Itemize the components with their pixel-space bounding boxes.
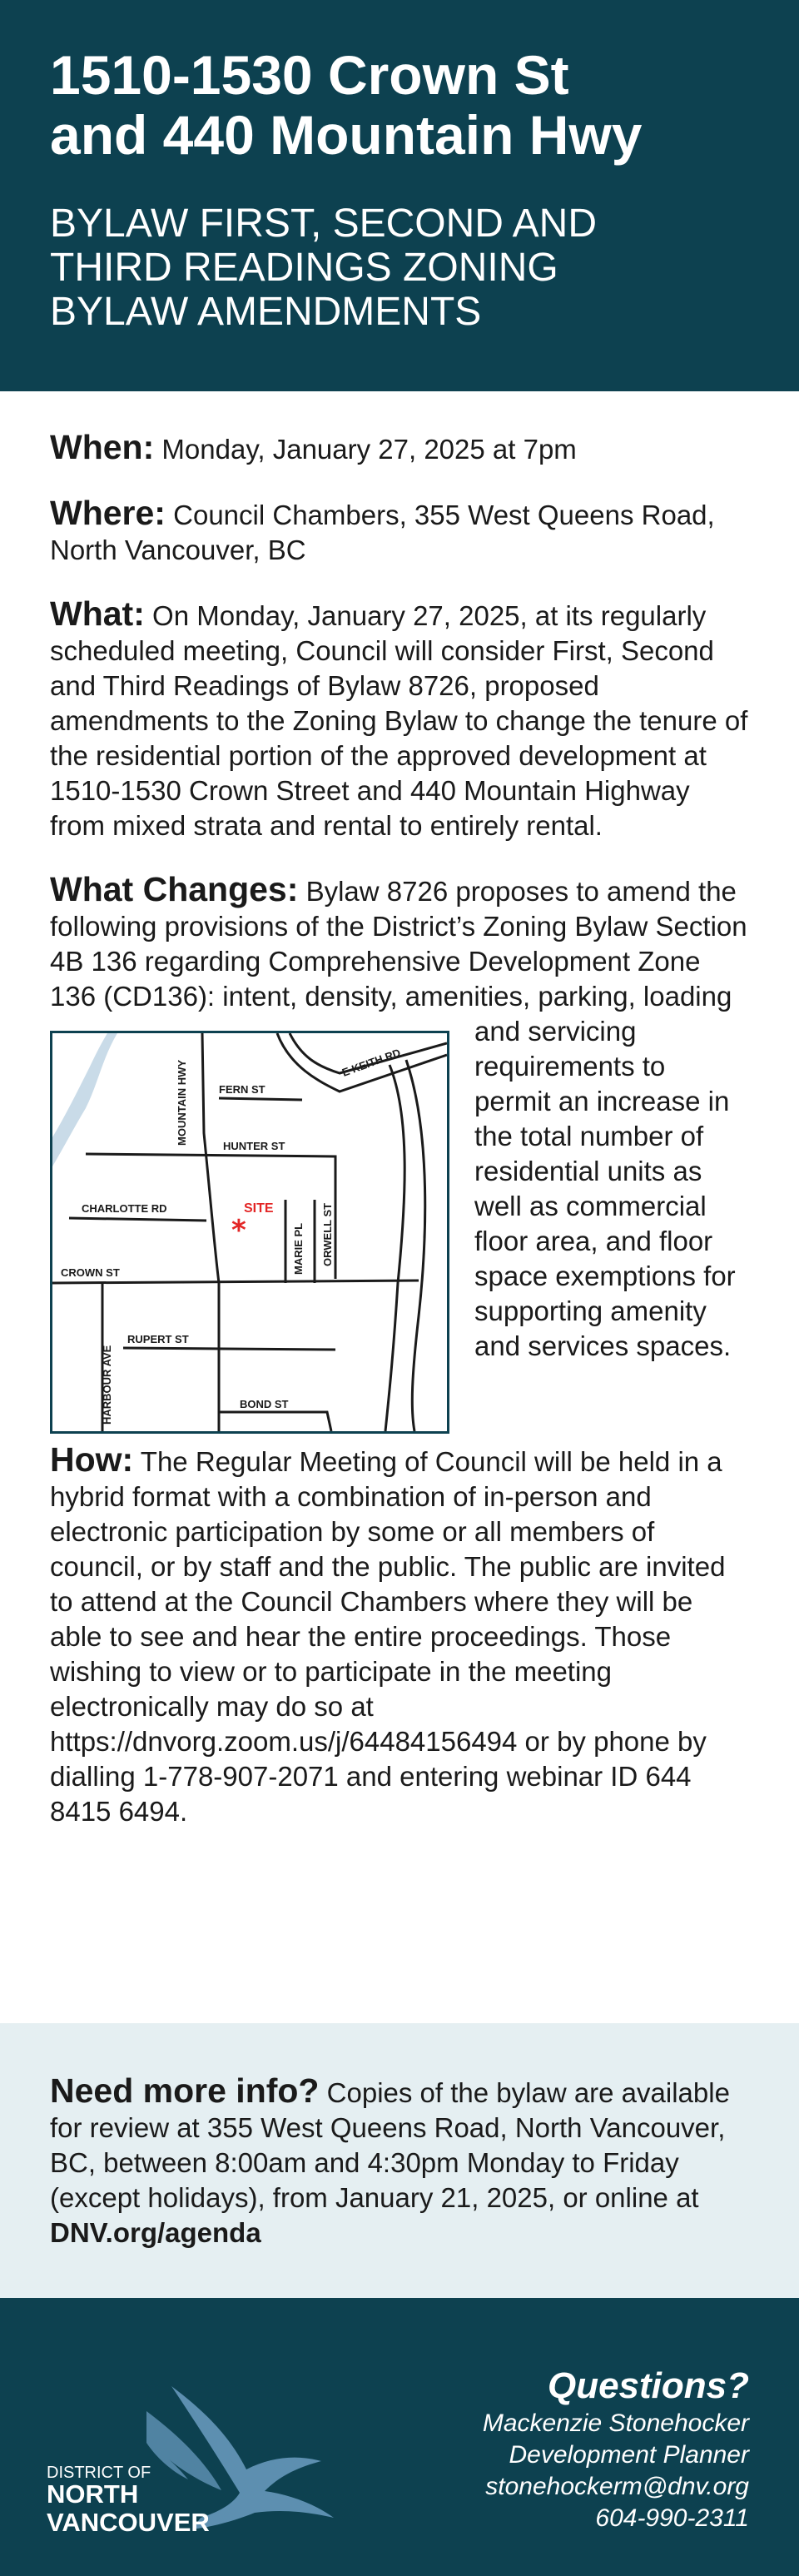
title-line-1: 1510-1530 Crown St [50,44,569,106]
map-label-fern: FERN ST [219,1083,266,1096]
page-title [50,45,749,165]
when-label: When: [50,428,155,466]
what-label: What: [50,594,145,633]
how-section [50,1442,749,1829]
map-label-orwell: ORWELL ST [321,1202,334,1266]
map-label-rupert: RUPERT ST [127,1333,189,1345]
info-label: Need more info? [50,2071,320,2110]
where-label: Where: [50,494,166,532]
agenda-link[interactable]: DNV.org/agenda [50,2217,261,2248]
logo-line-3: VANCOUVER [47,2508,210,2537]
what-changes-text-continued: servicing requirements to permit an increase in the total number of residential units as well as commercial floor area, and floor space exemptions for supporting amenity and services spaces. [474,1016,736,1361]
water-feature [52,1033,117,1166]
main-content [0,391,799,2023]
what-text: On Monday, January 27, 2025, at its regularly scheduled meeting, Council will consider First, Second and Third Readings of Bylaw 8726, proposed amendments to the Zoning Bylaw to change the tenure of the residential portion of the approved development at 1510-1530 Crown Street and 440 Mountain Highway from mixed strata and rental to entirely rental. [50,600,748,841]
map-label-hunter: HUNTER ST [223,1140,285,1152]
map-label-harbour: HARBOUR AVE [101,1345,113,1425]
contact-role: Development Planner [509,2441,749,2469]
map-label-site: SITE [244,1201,274,1216]
district-logo [47,2378,363,2544]
what-changes-text: Bylaw 8726 proposes to amend the following provisions of the District’s Zoning Bylaw Section 4B 136 regarding Comprehensive Development Zone 136 (CD136): intent, density, amenities, parking, loading and [50,876,747,1047]
logo-line-2: NORTH [47,2479,139,2509]
what-changes-paragraph [50,870,749,1425]
subtitle-line-3: BYLAW AMENDMENTS [50,290,482,334]
map-label-charlotte: CHARLOTTE RD [82,1202,167,1215]
footer [0,2298,799,2576]
questions-block [483,2365,749,2534]
contact-name: Mackenzie Stonehocker [482,2409,749,2437]
when-section [50,430,749,467]
map-label-keith: E KEITH RD [340,1046,403,1079]
subtitle-line-1: BYLAW FIRST, SECOND AND [50,201,597,246]
map-label-bond: BOND ST [240,1398,289,1410]
when-text: Monday, January 27, 2025 at 7pm [161,434,577,465]
header [0,0,799,391]
title-line-2: and 440 Mountain Hwy [50,104,643,166]
how-label: How: [50,1440,134,1479]
subtitle-line-2: THIRD READINGS ZONING [50,246,558,290]
where-section [50,495,749,568]
what-changes-section [50,870,749,1425]
how-text: The Regular Meeting of Council will be held in a hybrid format with a combination of in-person and electronic participation by some or all members of council, or by staff and the public. The public are invited to attend at the Council Chambers where they will be able to see and hear the entire proceedings. Those wishing to view or to participate in the meeting electronically may do so at https://dnvorg.zoom.us/j/64484156494 or by phone by dialling 1-778-907-2071 and entering webinar ID 644 8415 6494. [50,1446,726,1827]
logo-line-1: DISTRICT OF [47,2464,151,2482]
what-changes-label: What Changes: [50,870,299,908]
what-section [50,596,749,843]
page-subtitle [50,201,749,334]
map-label-mountain: MOUNTAIN HWY [176,1059,188,1146]
map-label-marie: MARIE PL [292,1222,305,1275]
info-box [0,2023,799,2298]
contact-phone[interactable]: 604-990-2311 [595,2504,749,2532]
contact-email[interactable]: stonehockerm@dnv.org [485,2473,749,2500]
info-text: Copies of the bylaw are available for review at 355 West Queens Road, North Vancouver, BC, between 8:00am and 4:30pm Monday to Friday (except holidays), from January 21, 2025, or online at [50,2077,730,2213]
questions-title: Questions? [547,2365,749,2406]
map-label-crown: CROWN ST [61,1266,120,1279]
site-marker-icon: * [231,1214,246,1247]
where-text: Council Chambers, 355 West Queens Road, North Vancouver, BC [50,500,715,565]
location-map [50,1031,449,1434]
info-paragraph [50,2073,749,2250]
